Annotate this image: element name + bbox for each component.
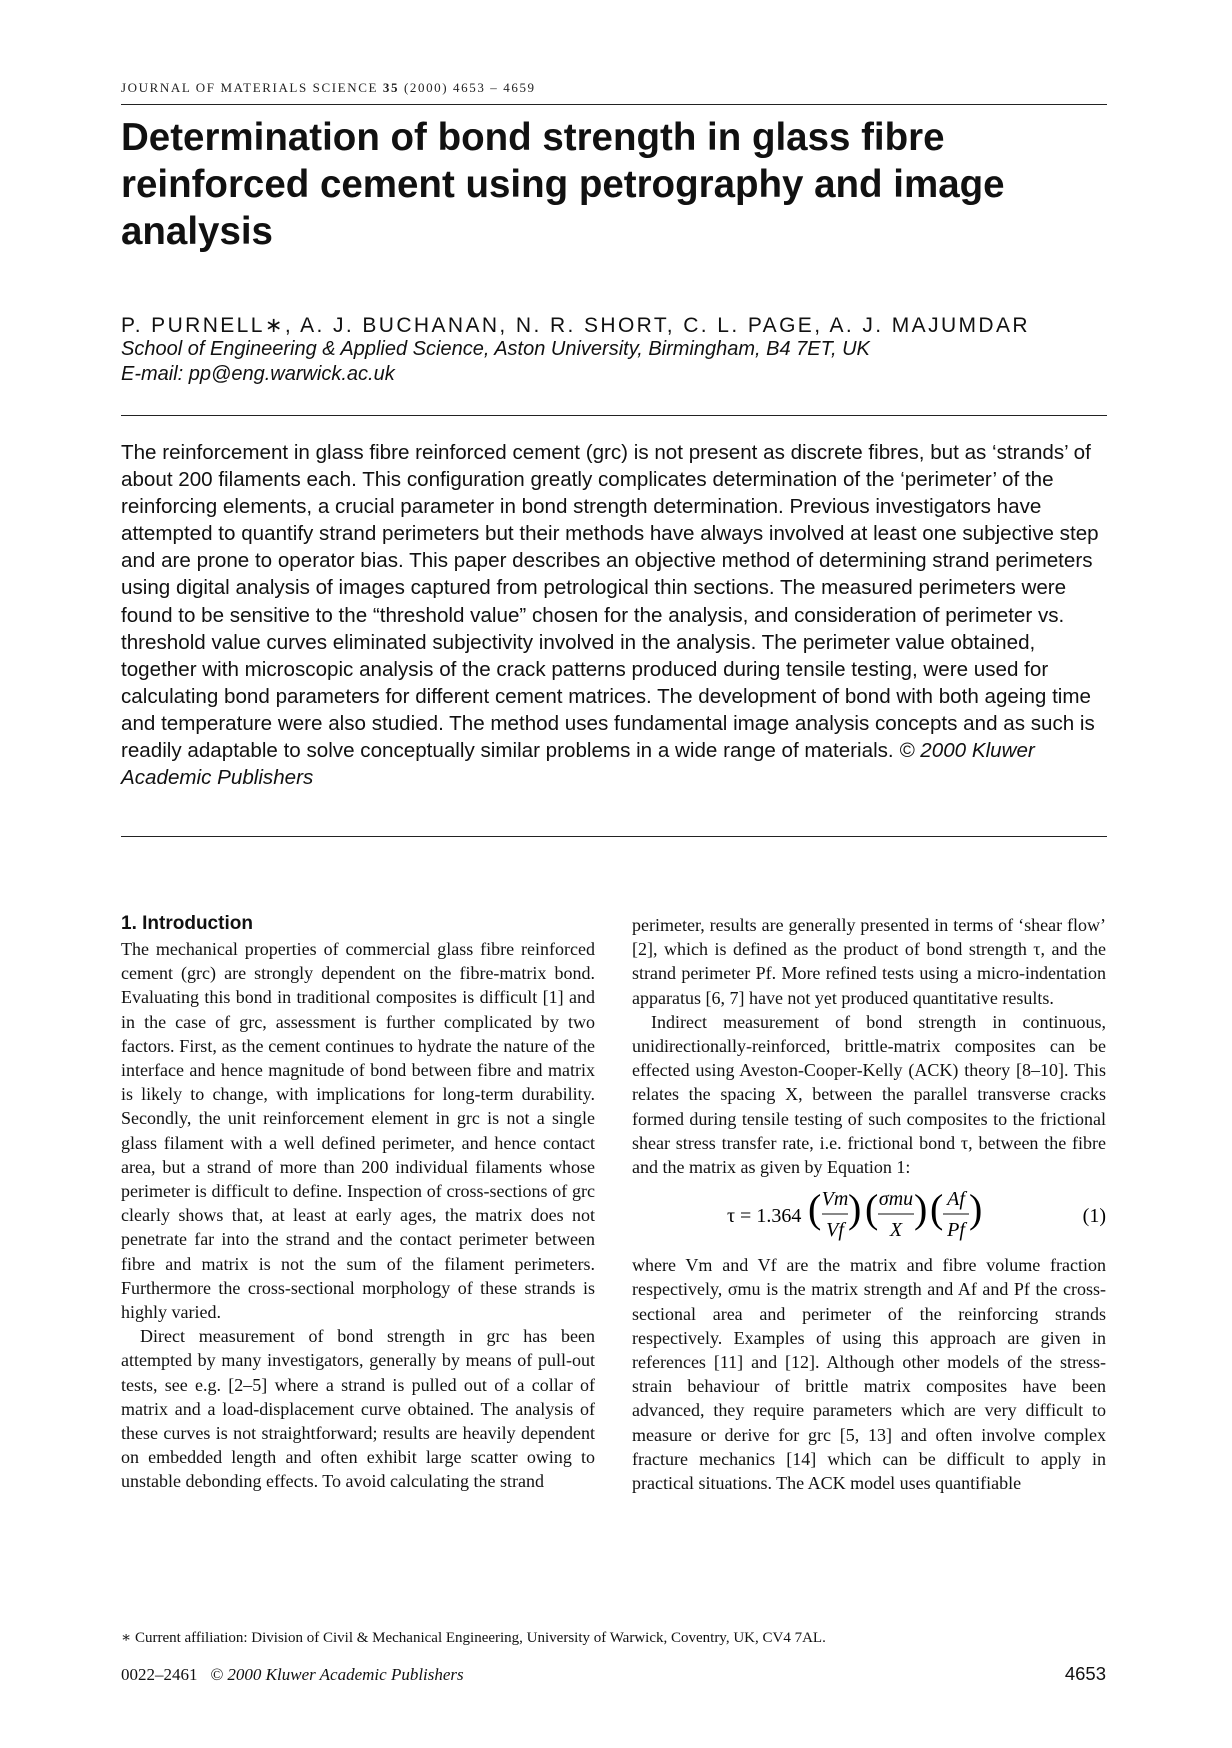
fraction-2 <box>865 1186 927 1241</box>
right-column <box>632 913 1106 1495</box>
f1-denominator: Vf <box>826 1219 844 1242</box>
f2-numerator: σmu <box>878 1188 914 1211</box>
section-heading: 1. Introduction <box>121 913 253 934</box>
intro-paragraph-2: Direct measurement of bond strength in grc has been attempted by many investigators, generally by means of pull-out tests, see e.g. [2–5] where a strand is pulled out of a collar of matrix and a load-displacement curve obtained. The analysis of these curves is not straightforward; results are heavily dependent on embedded length and often exhibit large scatter owing to unstable debonding effects. To avoid calculating the strand <box>121 1326 595 1492</box>
affiliation: School of Engineering & Applied Science, Aston University, Birmingham, B4 7ET, UK <box>121 338 870 360</box>
paren-open-3: ( <box>930 1186 944 1232</box>
journal-name: JOURNAL OF MATERIALS SCIENCE <box>121 80 379 95</box>
paren-open-2: ( <box>865 1186 879 1232</box>
footnote: ∗ Current affiliation: Division of Civil & Mechanical Engineering, University of Warwick, Coventry, UK, CV4 7AL. <box>121 1630 826 1646</box>
equation-number: (1) <box>1082 1205 1106 1228</box>
footer-copyright: © 2000 Kluwer Academic Publishers <box>210 1665 464 1684</box>
journal-volume: 35 <box>382 80 400 95</box>
f1-numerator: Vm <box>821 1188 849 1211</box>
equation-lhs: τ = 1.364 <box>727 1205 802 1228</box>
f2-denominator: X <box>889 1219 903 1242</box>
abstract-top-rule <box>121 415 1107 416</box>
header-rule <box>121 104 1107 105</box>
author-list: P. PURNELL∗, A. J. BUCHANAN, N. R. SHORT, C. L. PAGE, A. J. MAJUMDAR <box>121 314 1030 337</box>
abstract-text: The reinforcement in glass fibre reinforced cement (grc) is not present as discrete fibres, but as ‘strands’ of about 200 filaments each. This configuration greatly complicates determination of the ‘perimeter’ of the reinforcing elements, a crucial parameter in bond strength determination. Previous investigators have attempted to quantify strand perimeters but their methods have always involved at least one subjective step and are prone to operator bias. This paper describes an objective method of determining strand perimeters using digital analysis of images captured from petrological thin sections. The measured perimeters were found to be sensitive to the “threshold value” chosen for the analysis, and consideration of perimeter vs. threshold value curves eliminated subjectivity involved in the analysis. The perimeter value obtained, together with microscopic analysis of the crack patterns produced during tensile testing, were used for calculating bond parameters for different cement matrices. The development of bond with both ageing time and temperature were also studied. The method uses fundamental image analysis concepts and as such is readily adaptable to solve conceptually similar problems in a wide range of materials. <box>121 441 1099 763</box>
abstract <box>121 439 1107 791</box>
affiliation-block <box>121 337 1107 387</box>
paren-close-3: ) <box>969 1186 983 1232</box>
journal-year-pages: (2000) 4653 – 4659 <box>403 80 536 95</box>
page-number: 4653 <box>1064 1663 1106 1684</box>
running-head <box>121 80 1107 96</box>
paper-title: Determination of bond strength in glass fibre reinforced cement using petrography and image analysis <box>121 116 1005 253</box>
left-column <box>121 912 595 1494</box>
f3-numerator: Af <box>947 1188 965 1211</box>
paren-close-1: ) <box>848 1186 862 1232</box>
abstract-copyright: © 2000 Kluwer Academic Publishers <box>121 739 1035 790</box>
intro-paragraph-3: perimeter, results are generally presented in terms of ‘shear flow’ [2], which is defined as the product of bond strength τ, and the strand perimeter Pf. More refined tests using a micro-indentation apparatus [6, 7] have not yet produced quantitative results. <box>632 915 1106 1008</box>
email: E-mail: pp@eng.warwick.ac.uk <box>121 363 395 385</box>
abstract-bottom-rule <box>121 836 1107 837</box>
paren-close-2: ) <box>914 1186 928 1232</box>
issn: 0022–2461 <box>121 1665 198 1684</box>
fraction-3 <box>930 1186 982 1241</box>
intro-paragraph-5: where Vm and Vf are the matrix and fibre volume fraction respectively, σmu is the matrix strength and Af and Pf the cross-sectional area and perimeter of the reinforcing strands respectively. Examples of using this approach are given in references [11] and [12]. Although other models of the stress-strain behaviour of brittle matrix composites have been advanced, they require parameters which are very difficult to measure or derive for grc [5, 13] and often involve complex fracture mechanics [14] which can be difficult to apply in practical situations. The ACK model uses quantifiable <box>632 1255 1106 1494</box>
footer-citation <box>121 1665 464 1685</box>
intro-paragraph-4: Indirect measurement of bond strength in continuous, unidirectionally-reinforced, brittle-matrix composites can be effected using Aveston-Cooper-Kelly (ACK) theory [8–10]. This relates the spacing X, between the parallel transverse cracks formed during tensile testing of such composites to the frictional shear stress transfer rate, i.e. frictional bond τ, between the fibre and the matrix as given by Equation 1: <box>632 1011 1106 1178</box>
fraction-1 <box>808 1186 861 1241</box>
paren-open-1: ( <box>808 1186 822 1232</box>
equation-1 <box>632 1182 1106 1248</box>
f3-denominator: Pf <box>947 1219 965 1242</box>
intro-paragraph-1: The mechanical properties of commercial glass fibre reinforced cement (grc) are strongly dependent on the fibre-matrix bond. Evaluating this bond in traditional composites is difficult [1] and in the case of grc, assessment is further complicated by two factors. First, as the cement continues to hydrate the nature of the interface and hence magnitude of bond between fibre and matrix is likely to change, with implications for long-term durability. Secondly, the unit reinforcement element in grc is not a single glass filament with a well defined perimeter, and hence contact area, but a strand of more than 200 individual filaments whose perimeter is difficult to define. Inspection of cross-sections of grc clearly shows that, at least at early ages, the matrix does not penetrate far into the strand and the contact perimeter between fibre and matrix is not the sum of the filament perimeters. Furthermore the cross-sectional morphology of these strands is highly varied. <box>121 939 595 1323</box>
